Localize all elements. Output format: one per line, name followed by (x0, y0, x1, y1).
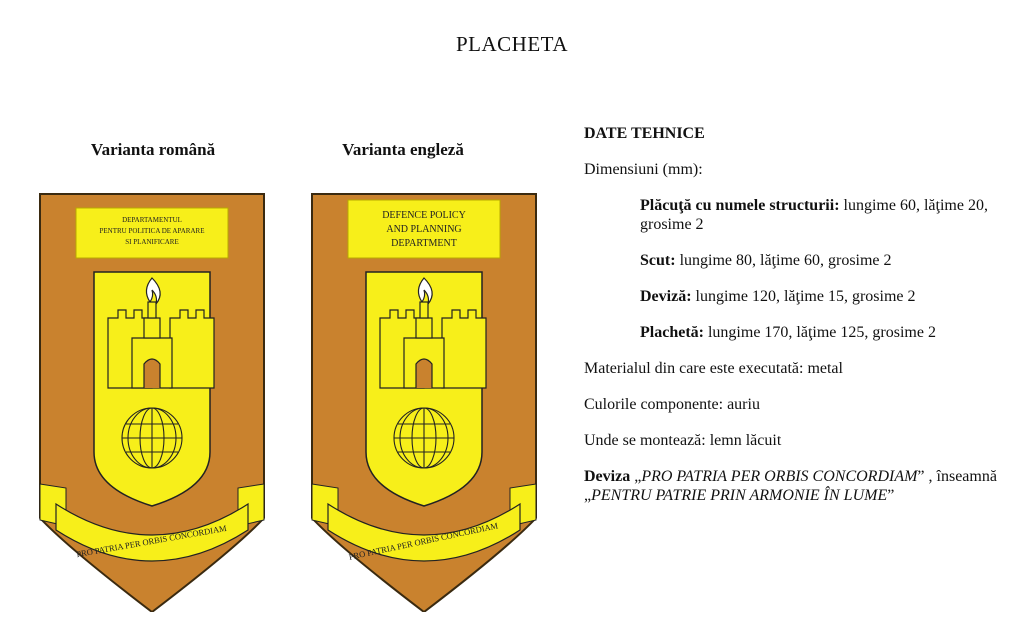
material-text: Materialul din care este executată: metal (584, 360, 843, 377)
motto-ribbon-text: PRO PATRIA PER ORBIS CONCORDIAM (347, 520, 499, 562)
tech-header: DATE TEHNICE (584, 125, 705, 142)
globe-icon (122, 408, 182, 468)
dimension-item-label: Plachetă: (640, 324, 704, 341)
dimension-item (584, 323, 1024, 342)
plaque-english (308, 188, 540, 612)
dimension-item-label: Deviză: (640, 288, 692, 305)
plaque-english-image (308, 188, 540, 612)
dimension-item-value: lungime 60, lăţime 20, grosime 2 (640, 197, 988, 233)
dimension-item-label: Plăcuţă cu numele structurii: (640, 197, 840, 214)
technical-data (584, 124, 1024, 522)
dimensions-label: Dimensiuni (mm): (584, 161, 703, 178)
motto-label: Deviza (584, 468, 631, 485)
dimension-item (584, 251, 1024, 270)
motto-close-quote: ” , înseamnă (917, 468, 997, 485)
dimension-item-value: lungime 170, lăţime 125, grosime 2 (703, 324, 936, 341)
plaque-romanian-image (36, 188, 268, 612)
plate-line-2: AND PLANNING (386, 224, 462, 235)
dimension-item (584, 196, 1024, 234)
motto-open-quote: „ (630, 468, 642, 485)
variant-romanian-title: Varianta română (90, 140, 216, 159)
variant-english-title: Varianta engleză (342, 140, 464, 159)
colors-text: Culorile componente: auriu (584, 396, 760, 413)
motto-translation-close: ” (887, 487, 895, 504)
motto-translation: PENTRU PATRIE PRIN ARMONIE ÎN LUME (591, 487, 888, 504)
globe-icon (394, 408, 454, 468)
plate-line-3: SI PLANIFICARE (125, 238, 179, 246)
dimension-item (584, 287, 1024, 306)
dimension-item-label: Scut: (640, 252, 676, 269)
dimension-item-value: lungime 120, lăţime 15, grosime 2 (691, 288, 916, 305)
motto-latin: PRO PATRIA PER ORBIS CONCORDIAM (641, 468, 918, 485)
motto-text (584, 467, 1024, 505)
page-title: PLACHETA (456, 32, 568, 56)
plate-line-1: DEPARTAMENTUL (122, 216, 182, 224)
plate-line-3: DEPARTMENT (391, 238, 457, 249)
plate-line-1: DEFENCE POLICY (382, 210, 466, 221)
dimension-item-value: lungime 80, lăţime 60, grosime 2 (675, 252, 892, 269)
plaque-romanian (36, 188, 268, 612)
plate-line-2: PENTRU POLITICA DE APARARE (99, 227, 205, 235)
mount-text: Unde se montează: lemn lăcuit (584, 432, 782, 449)
motto-translation-open: „ (584, 487, 592, 504)
motto-ribbon-text: PRO PATRIA PER ORBIS CONCORDIAM (75, 522, 228, 560)
